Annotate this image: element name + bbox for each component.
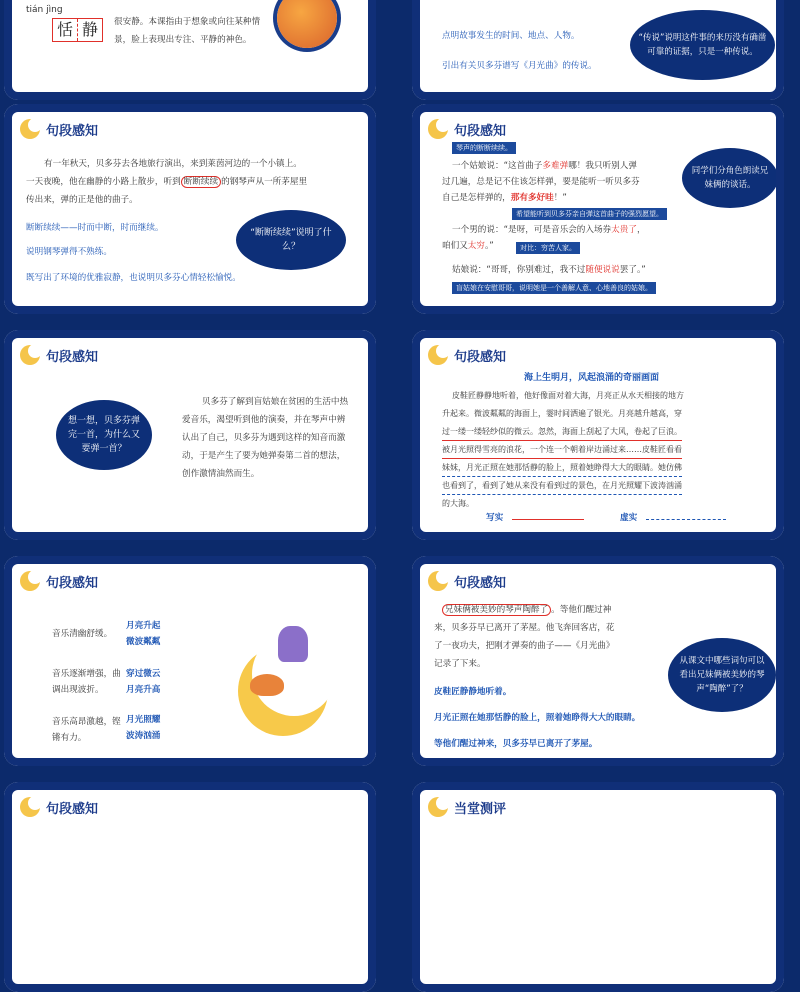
slide-1 <box>4 0 376 100</box>
s8-bold-3: 等他们醒过神来，贝多芬早已离开了茅屋。 <box>434 739 598 749</box>
slide-10 <box>412 782 784 992</box>
s7-row-1-r2: 微波粼粼 <box>126 637 161 647</box>
s3-note-3: 既写出了环境的优雅寂静，也说明贝多芬心情轻松愉悦。 <box>26 273 241 283</box>
s8-line-4: 记录了下来。 <box>434 659 486 669</box>
s6-label-2: 虚实 <box>620 513 638 523</box>
s5-line-5: 创作激情油然而生。 <box>182 469 260 479</box>
slide-title: 句段感知 <box>46 349 99 365</box>
s1-text-1: 很安静。本课指由于想象或向往某种情 <box>114 17 261 27</box>
s3-bubble: “断断续续”说明了什么？ <box>236 210 346 270</box>
slide-header <box>20 118 98 140</box>
s8-bold-2: 月光正照在她那恬静的脸上，照着她睁得大大的眼睛。 <box>434 713 641 723</box>
s7-row-2-r1: 穿过微云 <box>126 669 161 679</box>
s6-line-7: 的大海。 <box>442 499 474 508</box>
s6-line-6: 也看到了，看到了她从来没有看到过的景色，在月光照耀下波涛汹涌 <box>442 478 682 495</box>
char-1: 恬 <box>53 19 78 41</box>
s6-line-2: 升起来。微波粼粼的海面上，霎时间洒遍了银光。月亮越升越高，穿 <box>442 409 682 418</box>
s7-row-1-r1: 月亮升起 <box>126 621 161 631</box>
slide-title: 句段感知 <box>46 123 99 139</box>
char-2: 静 <box>81 20 98 39</box>
moon-icon <box>20 119 40 139</box>
s8-bubble: 从课文中哪些词句可以看出兄妹俩被美妙的琴声“陶醉”了？ <box>668 638 776 712</box>
s7-row-3-r2: 波涛汹涌 <box>126 731 161 741</box>
slide-3 <box>4 104 376 314</box>
s5-line-3: 认出了自己，贝多芬为遇到这样的知音而激 <box>182 433 346 443</box>
s7-row-1-left: 音乐清幽舒缓。 <box>52 629 113 639</box>
moon-icon <box>20 571 40 591</box>
slide-header <box>20 570 98 592</box>
s8-bold-1: 皮鞋匠静静地听着。 <box>434 687 512 697</box>
s4-line-4: 一个男的说：“是呀，可是音乐会的入场券太贵了， <box>452 225 646 235</box>
highlight-duanduan: 断断续续 <box>181 176 221 188</box>
s2-text-2: 引出有关贝多芬谱写《月光曲》的传说。 <box>442 61 597 71</box>
s4-line-3: 自己是怎样弹的，那有多好哇！” <box>442 193 567 203</box>
s4-bubble: 同学们分角色朗读兄妹俩的谈话。 <box>682 148 776 208</box>
s1-text-2: 景，脸上表现出专注、平静的神色。 <box>114 35 252 45</box>
slide-title: 句段感知 <box>46 575 99 591</box>
s4-line-2: 过几遍，总是记不住该怎样弹，要是能听一听贝多芬 <box>442 177 640 187</box>
slide-title: 句段感知 <box>454 123 507 139</box>
moon-icon <box>428 797 448 817</box>
s3-p1: 有一年秋天，贝多芬去各地旅行演出，来到莱茵河边的一个小镇上。 <box>44 159 302 169</box>
sleeping-fox <box>250 674 284 696</box>
s7-row-2-r2: 月亮升高 <box>126 685 161 695</box>
s6-line-5: 妹妹，月光正照在她那恬静的脸上，照着她睁得大大的眼睛。她仿佛 <box>442 460 682 477</box>
s7-row-3-r1: 月光照耀 <box>126 715 161 725</box>
s7-row-2-left: 音乐逐渐增强，曲调出现波折。 <box>52 669 121 695</box>
s3-note-2: 说明钢琴弹得不熟练。 <box>26 247 112 257</box>
moon-icon <box>428 345 448 365</box>
slide-2 <box>412 0 784 100</box>
s6-heading: 海上生明月，风起浪涌的奇丽画面 <box>524 373 660 383</box>
s3-note-1: 断断续续——时而中断，时而继续。 <box>26 223 164 233</box>
slide-title: 句段感知 <box>454 349 507 365</box>
s6-legend-line-1 <box>512 519 584 520</box>
s4-tag-4: 盲姑娘在安慰哥哥，说明她是一个善解人意、心地善良的姑娘。 <box>452 282 656 294</box>
pinyin: tián jìng <box>26 5 63 15</box>
moon-icon <box>20 797 40 817</box>
slide-header <box>20 796 98 818</box>
s5-line-4: 动，于是产生了要为她弹奏第二首的想法， <box>182 451 346 461</box>
slide-9 <box>4 782 376 992</box>
s6-line-4: 被月光照得雪亮的浪花，一个连一个朝着岸边涌过来……皮鞋匠看看 <box>442 442 682 459</box>
moon-icon <box>428 571 448 591</box>
slide-title: 句段感知 <box>454 575 507 591</box>
s6-legend-line-2 <box>646 519 726 521</box>
s4-tag-2: 希望能听到贝多芬亲自弹这首曲子的强烈愿望。 <box>512 208 667 220</box>
s5-line-1: 贝多芬了解到盲姑娘在贫困的生活中热 <box>202 397 349 407</box>
slide-header <box>428 118 506 140</box>
moon-icon <box>428 119 448 139</box>
illustration-orb <box>277 0 337 48</box>
s2-bubble: “传说”说明这件事的来历没有确凿可靠的证据，只是一种传说。 <box>630 10 775 80</box>
slide-4 <box>412 104 784 314</box>
s2-text-1: 点明故事发生的时间、地点、人物。 <box>442 31 580 41</box>
slide-6 <box>412 330 784 540</box>
s3-p3: 传出来，弹的正是他的曲子。 <box>26 195 138 205</box>
moon-icon <box>20 345 40 365</box>
slide-title: 当堂测评 <box>454 801 507 817</box>
slide-title: 句段感知 <box>46 801 99 817</box>
s6-line-1: 皮鞋匠静静地听着，他好像面对着大海，月亮正从水天相接的地方 <box>452 391 684 400</box>
slide-7 <box>4 556 376 766</box>
slide-header <box>428 796 506 818</box>
slide-header <box>428 344 506 366</box>
s4-line-1: 一个姑娘说：“这首曲子多难弹哪！我只听别人弹 <box>452 161 637 171</box>
s4-tag-1: 琴声的断断续续。 <box>452 142 516 154</box>
s6-line-3: 过一缕一缕轻纱似的微云。忽然，海面上刮起了大风，卷起了巨浪。 <box>442 424 682 441</box>
s5-bubble: 想一想，贝多芬弹完一首，为什么又要弹一首？ <box>56 400 152 470</box>
s5-line-2: 爱音乐，渴望听到他的演奏，并在琴声中辨 <box>182 415 346 425</box>
s8-line-2: 来，贝多芬早已离开了茅屋。他飞奔回客店，花 <box>434 623 615 633</box>
slide-8 <box>412 556 784 766</box>
s6-label-1: 写实 <box>486 513 504 523</box>
s4-tag-3: 对比：穷苦人家。 <box>516 242 580 254</box>
moon-illustration <box>228 626 338 736</box>
slide-header <box>20 344 98 366</box>
s8-line-1: 兄妹俩被美妙的琴声陶醉了 。等他们醒过神 <box>442 602 611 618</box>
slide-5 <box>4 330 376 540</box>
s4-line-6: 姑娘说：“哥哥，你别难过，我不过随便说说罢了。” <box>452 265 646 275</box>
s3-p2: 一天夜晚，他在幽静的小路上散步，听到 断断续续 的钢琴声从一所茅屋里 <box>26 177 308 187</box>
char-box <box>52 18 103 42</box>
s4-line-5: 咱们又太穷。” <box>442 241 494 251</box>
nightcap <box>278 626 308 662</box>
s8-line-3: 了一夜功夫，把刚才弹奏的曲子——《月光曲》 <box>434 641 615 651</box>
slide-header <box>428 570 506 592</box>
s7-row-3-left: 音乐高昂激越，铿锵有力。 <box>52 717 121 743</box>
